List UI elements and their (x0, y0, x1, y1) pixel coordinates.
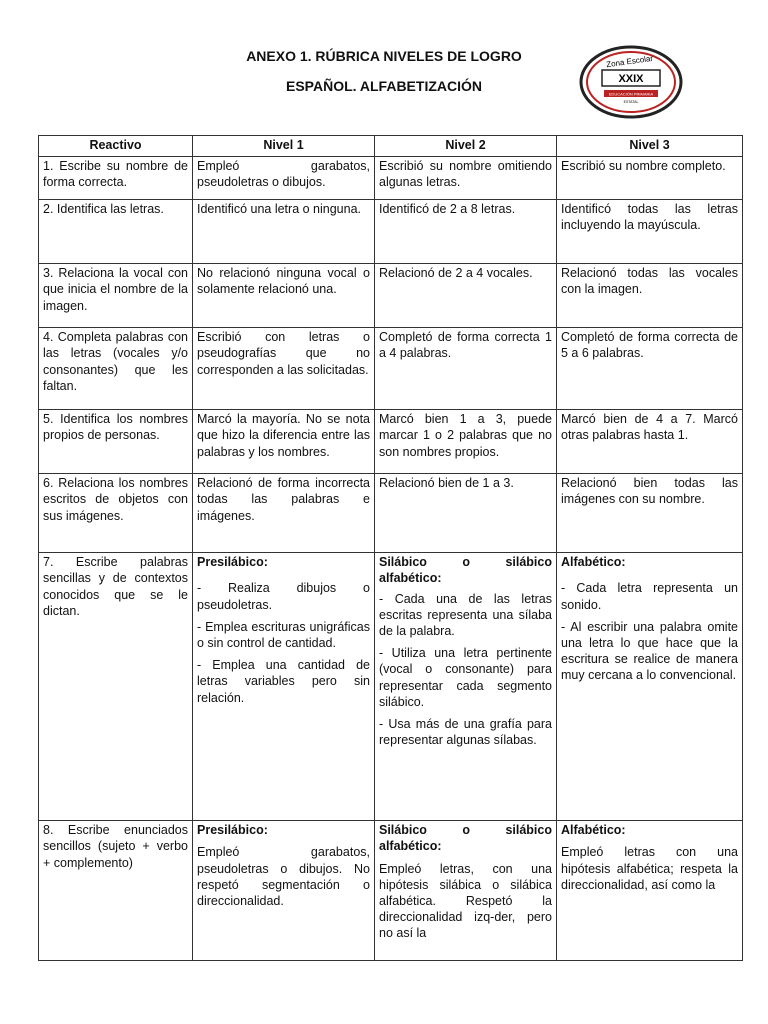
table-row (39, 474, 743, 553)
nivel-2-cell: Relacionó bien de 1 a 3. (375, 474, 557, 553)
criterion-text: - Usa más de una grafía para representar algunas sílabas. (379, 717, 552, 748)
nivel-2-cell (375, 553, 557, 821)
reactivo-cell: 4. Completa palabras con las letras (vocales y/o consonantes) que les faltan. (39, 328, 193, 410)
nivel-3-cell (557, 821, 743, 961)
level-heading: Presilábico: (197, 823, 268, 838)
criterion-text: - Realiza dibujos o pseudoletras. (197, 581, 370, 612)
level-heading: Alfabético: (561, 823, 626, 838)
criterion-text: - Cada una de las letras escritas representa una sílaba de la palabra. (379, 591, 552, 639)
criterion-text: - Emplea una cantidad de letras variables pero sin relación. (197, 658, 370, 705)
svg-text:Zona Escolar: Zona Escolar (605, 53, 654, 70)
nivel-2-cell: Identificó de 2 a 8 letras. (375, 200, 557, 264)
column-header-nivel-2: Nivel 2 (375, 136, 557, 157)
nivel-2-cell: Completó de forma correcta 1 a 4 palabras. (375, 328, 557, 410)
level-heading: Presilábico: (197, 555, 268, 570)
nivel-1-cell: Escribió con letras o pseudografías que no corresponden a las solicitadas. (193, 328, 375, 410)
nivel-3-cell: Marcó bien de 4 a 7. Marcó otras palabras hasta 1. (557, 410, 743, 474)
table-row (39, 410, 743, 474)
criterion-text: - Emplea escrituras unigráficas o sin control de cantidad. (197, 619, 370, 651)
reactivo-cell: 3. Relaciona la vocal con que inicia el nombre de la imagen. (39, 264, 193, 328)
svg-text:EDUCACIÓN PRIMARIA: EDUCACIÓN PRIMARIA (608, 91, 654, 97)
reactivo-cell: 7. Escribe palabras sencillas y de contextos conocidos que se le dictan. (39, 553, 193, 821)
nivel-3-cell: Escribió su nombre completo. (557, 157, 743, 200)
document-subtitle: ESPAÑOL. ALFABETIZACIÓN (286, 78, 482, 94)
nivel-2-cell: Relacionó de 2 a 4 vocales. (375, 264, 557, 328)
level-heading: Silábico o silábico alfabético: (379, 555, 552, 586)
reactivo-cell: 8. Escribe enunciados sencillos (sujeto + verbo + complemento) (39, 821, 193, 961)
column-header-nivel-3: Nivel 3 (557, 136, 743, 157)
nivel-1-cell: Empleó garabatos, pseudoletras o dibujos. (193, 157, 375, 200)
nivel-1-cell (193, 821, 375, 961)
rubric-table (38, 135, 743, 961)
nivel-3-cell (557, 553, 743, 821)
table-header-row (39, 136, 743, 157)
table-row (39, 157, 743, 200)
zona-escolar-logo (578, 44, 684, 120)
nivel-2-cell: Marcó bien 1 a 3, puede marcar 1 o 2 palabras que no son nombres propios. (375, 410, 557, 474)
criterion-text: - Al escribir una palabra omite una letra lo que hace que la escritura se realice de manera muy cercana a lo convencional. (561, 619, 738, 683)
nivel-3-cell: Relacionó bien todas las imágenes con su nombre. (557, 474, 743, 553)
criterion-text: - Cada letra representa un sonido. (561, 581, 738, 612)
nivel-1-cell: No relacionó ninguna vocal o solamente relacionó una. (193, 264, 375, 328)
level-heading: Alfabético: (561, 555, 626, 570)
svg-text:XXIX: XXIX (618, 73, 644, 85)
nivel-3-cell: Identificó todas las letras incluyendo la mayúscula. (557, 200, 743, 264)
nivel-1-cell: Identificó una letra o ninguna. (193, 200, 375, 264)
column-header-reactivo: Reactivo (39, 136, 193, 157)
document-header (0, 0, 768, 130)
svg-text:ESTATAL: ESTATAL (623, 100, 639, 104)
nivel-1-cell: Relacionó de forma incorrecta todas las palabras e imágenes. (193, 474, 375, 553)
table-row (39, 200, 743, 264)
criterion-text: Empleó letras, con una hipótesis silábica o silábica alfabética. Respetó la direccionalidad izq-der, pero no así la (379, 861, 552, 941)
reactivo-cell: 6. Relaciona los nombres escritos de objetos con sus imágenes. (39, 474, 193, 553)
nivel-1-cell (193, 553, 375, 821)
criterion-text: Empleó letras con una hipótesis alfabética; respeta la direccionalidad, así como la (561, 845, 738, 892)
nivel-3-cell: Relacionó todas las vocales con la imagen. (557, 264, 743, 328)
nivel-3-cell: Completó de forma correcta de 5 a 6 palabras. (557, 328, 743, 410)
document-title: ANEXO 1. RÚBRICA NIVELES DE LOGRO (246, 48, 522, 64)
table-row (39, 328, 743, 410)
table-row (39, 821, 743, 961)
reactivo-cell: 2. Identifica las letras. (39, 200, 193, 264)
level-heading: Silábico o silábico alfabético: (379, 823, 552, 854)
nivel-2-cell (375, 821, 557, 961)
reactivo-cell: 5. Identifica los nombres propios de personas. (39, 410, 193, 474)
criterion-text: Empleó garabatos, pseudoletras o dibujos. No respetó segmentación o direccionalidad. (197, 845, 370, 909)
criterion-text: - Utiliza una letra pertinente (vocal o consonante) para representar cada segmento silábico. (379, 646, 552, 709)
table-row (39, 553, 743, 821)
nivel-1-cell: Marcó la mayoría. No se nota que hizo la diferencia entre las palabras y los nombres. (193, 410, 375, 474)
nivel-2-cell: Escribió su nombre omitiendo algunas letras. (375, 157, 557, 200)
reactivo-cell: 1. Escribe su nombre de forma correcta. (39, 157, 193, 200)
column-header-nivel-1: Nivel 1 (193, 136, 375, 157)
table-row (39, 264, 743, 328)
